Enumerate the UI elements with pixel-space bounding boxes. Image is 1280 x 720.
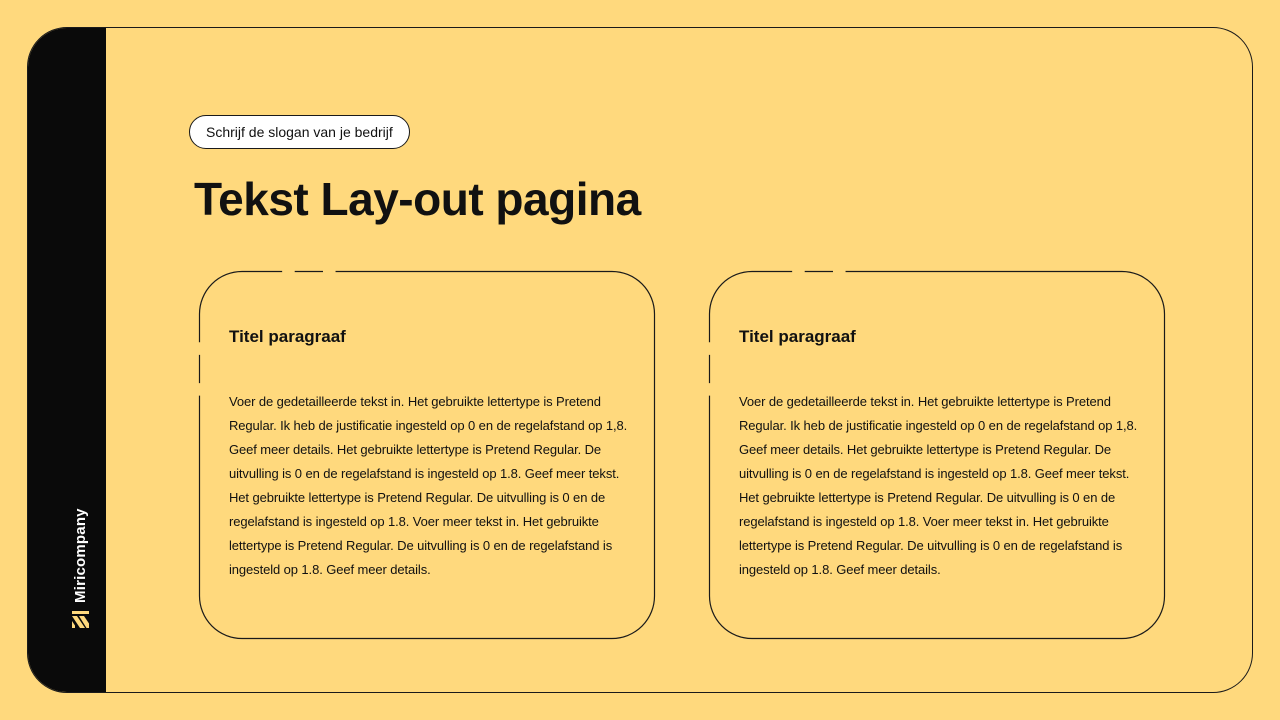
miricompany-logo-icon — [72, 611, 89, 628]
paragraph-card — [709, 271, 1165, 639]
card-body: Voer de gedetailleerde tekst in. Het gebruikte lettertype is Pretend Regular. Ik heb de justificatie ingesteld op 0 en de regelafstand op 1,8. Geef meer details. Het gebruikte lettertype is Pretend Regular. De uitvulling is 0 en de regelafstand is ingesteld op 1.8. Geef meer tekst. Het gebruikte lettertype is Pretend Regular. De uitvulling is 0 en de regelafstand is ingesteld op 1.8. Voer meer tekst in. Het gebruikte lettertype is Pretend Regular. De uitvulling is 0 en de regelafstand is ingesteld op 1.8. Geef meer details. — [229, 394, 628, 577]
card-title: Titel paragraaf — [739, 327, 856, 346]
brand — [72, 508, 89, 628]
paragraph-card — [199, 271, 655, 639]
slogan-pill: Schrijf de slogan van je bedrijf — [189, 115, 410, 149]
card-title: Titel paragraaf — [229, 327, 346, 346]
page-title: Tekst Lay-out pagina — [194, 173, 641, 225]
card-body: Voer de gedetailleerde tekst in. Het gebruikte lettertype is Pretend Regular. Ik heb de justificatie ingesteld op 0 en de regelafstand op 1,8. Geef meer details. Het gebruikte lettertype is Pretend Regular. De uitvulling is 0 en de regelafstand is ingesteld op 1.8. Geef meer tekst. Het gebruikte lettertype is Pretend Regular. De uitvulling is 0 en de regelafstand is ingesteld op 1.8. Voer meer tekst in. Het gebruikte lettertype is Pretend Regular. De uitvulling is 0 en de regelafstand is ingesteld op 1.8. Geef meer details. — [739, 394, 1138, 577]
brand-name: Miricompany — [72, 508, 89, 603]
sidebar — [28, 28, 106, 692]
